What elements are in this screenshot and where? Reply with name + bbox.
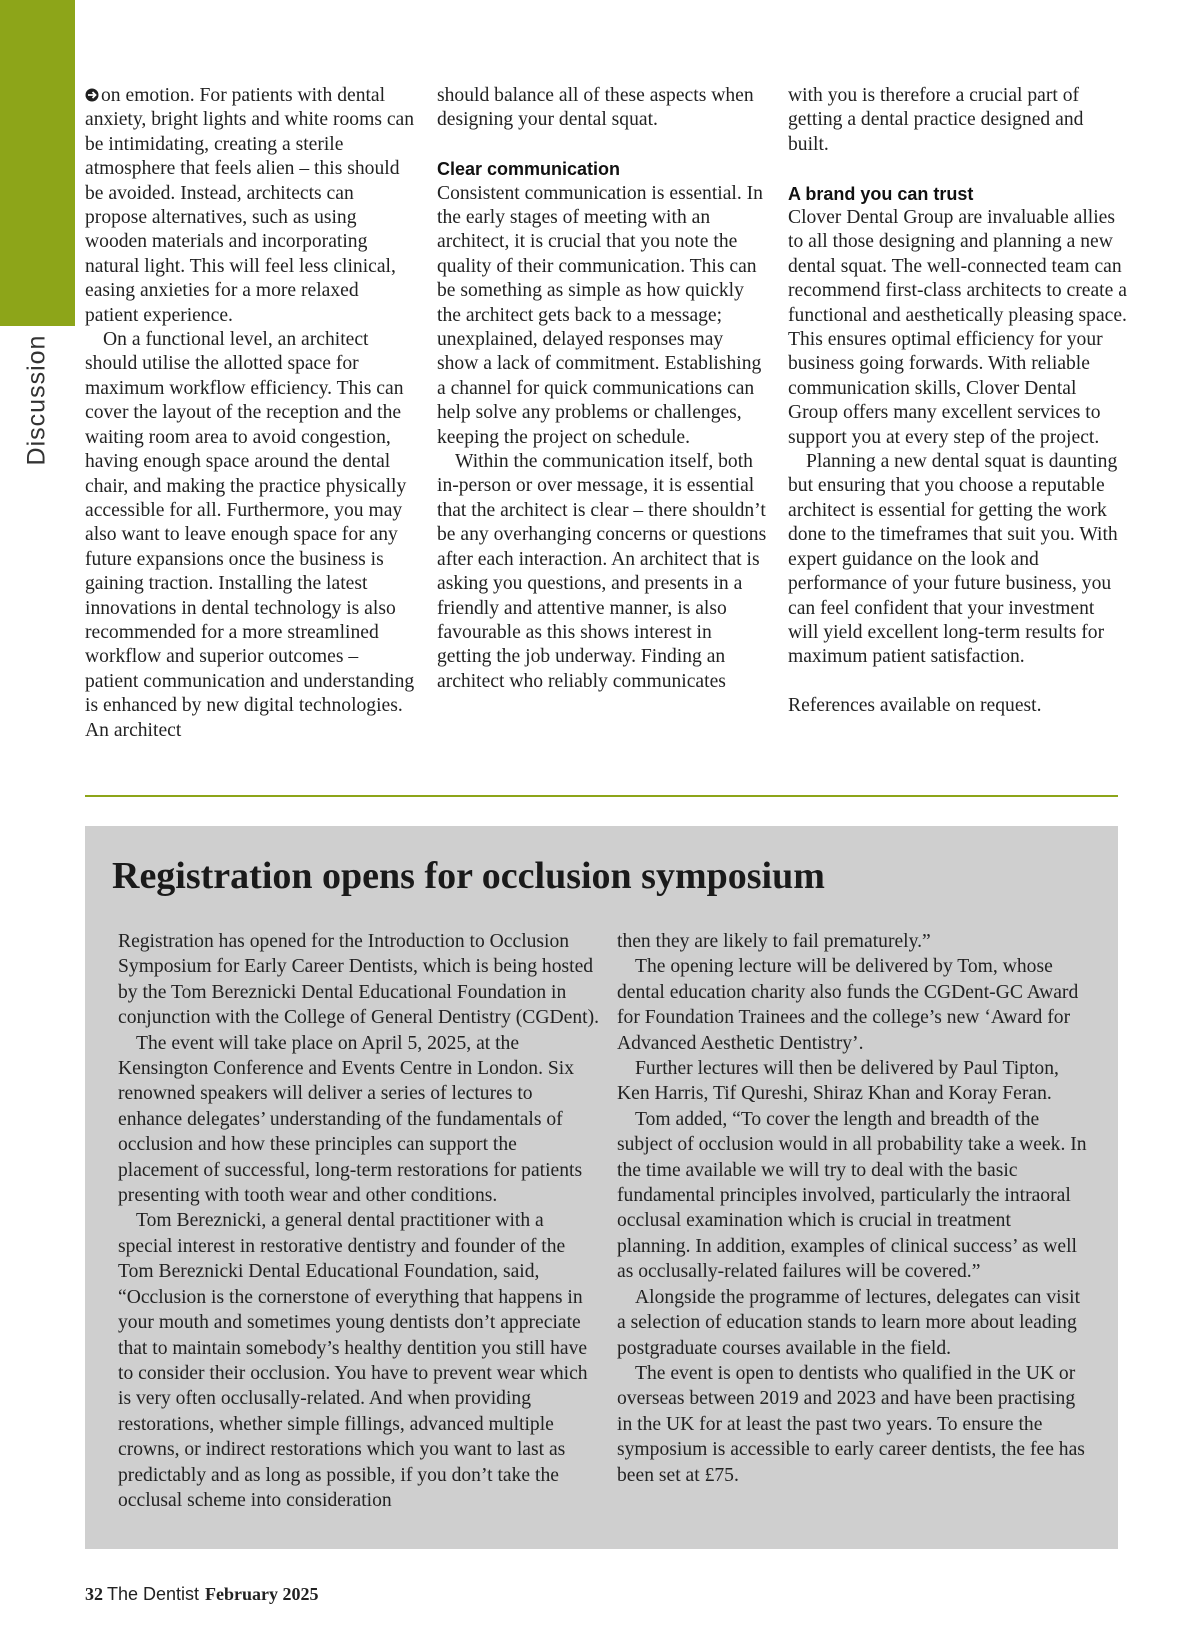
news-paragraph: The opening lecture will be delivered by Tom, whose dental education charity also funds the CGDent-GC Award for Foundation Trainees and the college’s new ‘Award for Advanced Aesthetic Dentistry’. [617, 956, 1079, 1054]
page-footer [85, 1582, 319, 1606]
issue-date: February 2025 [205, 1584, 319, 1604]
section-color-bar [0, 0, 75, 326]
news-column-1 [118, 929, 600, 1513]
article-column-2 [437, 84, 767, 694]
article-paragraph: Consistent communication is essential. In the early stages of meeting with an architect, it is crucial that you note the quality of their communication. This can be something as simple as how quickly the architect gets back to a message; unexplained, delayed responses may show a lack of commitment. Establishing a channel for quick communications can help solve any problems or challenges, keeping the project on schedule. [437, 182, 763, 448]
news-paragraph: The event is open to dentists who qualified in the UK or overseas between 2019 and 2023 and have been practising in the UK for at least the past two years. To ensure the symposium is accessible to early career dentists, the fee has been set at £75. [617, 1362, 1085, 1486]
subheading-clear-communication: Clear communication [437, 159, 621, 180]
magazine-name: The Dentist [107, 1584, 200, 1604]
news-paragraph: The event will take place on April 5, 2025, at the Kensington Conference and Events Centre in London. Six renowned speakers will deliver a series of lectures to enhance delegates’ understanding of the fundamentals of occlusion and how these principles can support the placement of successful, long-term restorations for patients presenting with tooth wear and other conditions. [118, 1032, 583, 1207]
page-number: 32 [85, 1584, 103, 1604]
article-paragraph: on emotion. For patients with dental anxiety, bright lights and white rooms can be intimidating, creating a sterile atmosphere that feels alien – this should be avoided. Instead, architects can propose alternatives, such as using wooden materials and incorporating natural light. This will feel less clinical, easing anxieties for a more relaxed patient experience. [85, 85, 415, 326]
section-label: Discussion [22, 334, 51, 466]
news-paragraph: then they are likely to fail prematurely.” [617, 931, 931, 952]
article-paragraph: Planning a new dental squat is daunting but ensuring that you choose a reputable architect is essential for getting the work done to the timeframes that suit you. With expert guidance on the look and performance of your future business, you can feel confident that your investment will yield excellent long-term results for maximum patient satisfaction. [788, 451, 1118, 668]
article-paragraph: with you is therefore a crucial part of getting a dental practice designed and built. [788, 85, 1084, 155]
article-column-1 [85, 84, 415, 743]
article-paragraph: Clover Dental Group are invaluable allies to all those designing and planning a new dental squat. The well-connected team can recommend first-class architects to create a functional and aesthetically pleasing space. This ensures optimal efficiency for your business going forwards. With reliable communication skills, Clover Dental Group offers many excellent services to support you at every step of the project. [788, 207, 1127, 448]
news-paragraph: Tom added, “To cover the length and breadth of the subject of occlusion would in all probability take a week. In the time available we will try to deal with the basic fundamental principles involved, particularly the intraoral occlusal examination which is crucial in treatment planning. In addition, examples of clinical success’ as well as occlusally-related failures will be covered.” [617, 1108, 1087, 1283]
news-paragraph: Registration has opened for the Introduction to Occlusion Symposium for Early Career Dentists, which is being hosted by the Tom Bereznicki Dental Educational Foundation in conjunction with the College of General Dentistry (CGDent). [118, 931, 600, 1029]
news-paragraph: Further lectures will then be delivered by Paul Tipton, Ken Harris, Tif Qureshi, Shiraz Khan and Koray Feran. [617, 1058, 1059, 1105]
section-divider [85, 795, 1118, 797]
news-column-2 [617, 929, 1087, 1488]
article-column-3 [788, 84, 1128, 719]
news-paragraph: Alongside the programme of lectures, delegates can visit a selection of education stands to learn more about leading postgraduate courses available in the field. [617, 1286, 1081, 1359]
news-paragraph: Tom Bereznicki, a general dental practitioner with a special interest in restorative dentistry and founder of the Tom Bereznicki Dental Educational Foundation, said, “Occlusion is the cornerstone of everything that happens in your mouth and sometimes young dentists don’t appreciate that to maintain somebody’s healthy dentition you still have to consider their occlusion. You have to prevent wear which is very often occlusally-related. And when providing restorations, whether simple fillings, advanced multiple crowns, or indirect restorations which you want to last as predictably and as long as possible, if you don’t take the occlusal scheme into consideration [118, 1210, 588, 1511]
references-note: References available on request. [788, 695, 1042, 717]
article-paragraph: should balance all of these aspects when designing your dental squat. [437, 85, 754, 131]
article-paragraph: On a functional level, an architect should utilise the allotted space for maximum workflow efficiency. This can cover the layout of the reception and the waiting room area to avoid congestion, having enough space around the dental chair, and making the practice physically accessible for all. Furthermore, you may also want to leave enough space for any future expansions once the business is gaining traction. Installing the latest innovations in dental technology is also recommended for a more streamlined workflow and superior outcomes – patient communication and understanding is enhanced by new digital technologies. An architect [85, 329, 415, 741]
continuation-arrow-icon [85, 85, 99, 99]
article-paragraph: Within the communication itself, both in-person or over message, it is essential that the architect is clear – there shouldn’t be any overhanging concerns or questions after each interaction. An architect that is asking you questions, and presents in a friendly and attentive manner, is also favourable as this shows interest in getting the job underway. Finding an architect who reliably communicates [437, 451, 767, 692]
subheading-brand-trust: A brand you can trust [788, 183, 974, 204]
news-headline: Registration opens for occlusion symposium [112, 855, 825, 897]
